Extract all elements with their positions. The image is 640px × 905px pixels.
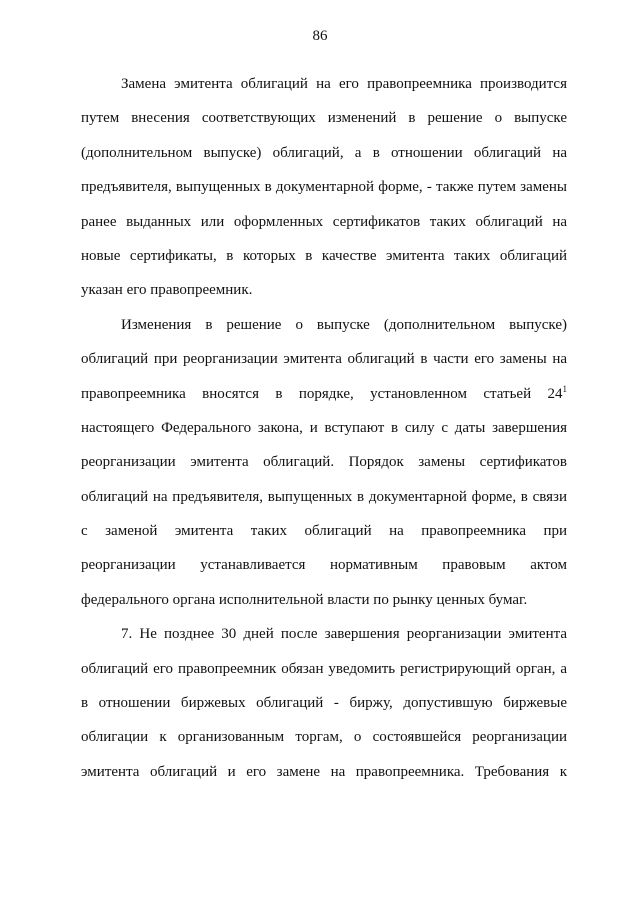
text-line: путем внесения соответствующих изменений в решение о выпуске: [81, 110, 567, 127]
text-line: Изменения в решение о выпуске (дополнительном выпуске): [121, 316, 567, 333]
text-line: облигации к организованным торгам, о состоявшейся реорганизации: [81, 729, 567, 746]
text-line: с заменой эмитента таких облигаций на правопреемника при: [81, 523, 567, 540]
text-line: новые сертификаты, в которых в качестве эмитента таких облигаций: [81, 247, 567, 264]
text-line: облигаций при реорганизации эмитента облигаций в части его замены на: [81, 351, 567, 368]
article-superscript: 1: [562, 383, 567, 394]
paragraph-issuer-replacement: [81, 67, 567, 308]
text-line: предъявителя, выпущенных в документарной форме, - также путем замены: [81, 179, 567, 196]
text-line: эмитента облигаций и его замене на правопреемника. Требования к: [81, 763, 567, 780]
paragraph-amendments: [81, 308, 567, 618]
body-text: [81, 67, 567, 789]
text-line: ранее выданных или оформленных сертификатов таких облигаций на: [81, 213, 567, 230]
text-line: облигаций его правопреемник обязан уведомить регистрирующий орган, а: [81, 660, 567, 677]
paragraph-item-7: [81, 617, 567, 789]
text-line: 7. Не позднее 30 дней после завершения реорганизации эмитента: [121, 626, 567, 643]
text-line: указан его правопреемник.: [81, 282, 253, 299]
text-line: облигаций на предъявителя, выпущенных в документарной форме, в связи: [81, 488, 567, 505]
text-line: Замена эмитента облигаций на его правопреемника производится: [121, 76, 567, 92]
text-line: федерального органа исполнительной власти по рынку ценных бумаг.: [81, 591, 528, 608]
text-line: (дополнительном выпуске) облигаций, а в отношении облигаций на: [81, 144, 567, 161]
text-line: реорганизации эмитента облигаций. Порядок замены сертификатов: [81, 454, 567, 471]
page-number: 86: [312, 28, 328, 44]
text-line-with-superscript: [81, 377, 567, 411]
text-line: реорганизации устанавливается нормативным правовым актом: [81, 557, 567, 574]
text-line: настоящего Федерального закона, и вступают в силу с даты завершения: [81, 419, 567, 436]
text-line-content: правопреемника вносятся в порядке, установленном статьей 24: [81, 385, 563, 402]
text-line: в отношении биржевых облигаций - биржу, допустившую биржевые: [81, 695, 567, 712]
